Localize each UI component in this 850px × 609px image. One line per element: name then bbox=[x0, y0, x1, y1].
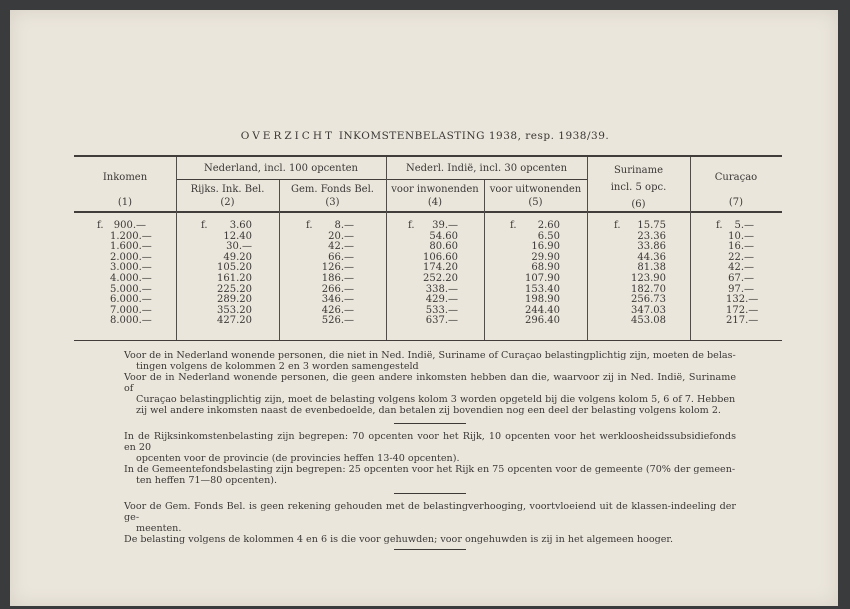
header-suriname-sub: incl. 5 opc. bbox=[610, 182, 667, 193]
cell-suriname: 123.90 bbox=[631, 272, 666, 284]
cell-inwonenden: 106.60 bbox=[423, 251, 458, 263]
cell-inkomen: 1.600.— bbox=[110, 241, 152, 253]
note-paragraph bbox=[124, 372, 736, 416]
cell-curacao: 97.— bbox=[728, 283, 754, 295]
cell-suriname: 256.73 bbox=[631, 294, 666, 306]
header-gem-num: (3) bbox=[325, 197, 340, 208]
cell-inkomen: 7.000.— bbox=[110, 304, 152, 316]
cell-curacao: 42.— bbox=[728, 262, 754, 274]
cell-rijks: 161.20 bbox=[217, 272, 252, 284]
cell-inkomen: 8.000.— bbox=[110, 315, 152, 327]
cell-inwonenden: 252.20 bbox=[423, 272, 458, 284]
note-line: zij wel andere inkomsten naast de evenbedoelde, dan betalen zij bovendien nog een deel der belasting volgens kolom 2. bbox=[136, 405, 721, 416]
cell-rijks: 105.20 bbox=[217, 262, 252, 274]
currency-prefix: f. bbox=[97, 220, 104, 231]
tax-table bbox=[74, 155, 782, 341]
notes-section bbox=[124, 350, 736, 550]
cell-rijks: 427.20 bbox=[217, 315, 252, 327]
cell-rijks: 12.40 bbox=[223, 230, 252, 242]
cell-rijks: 353.20 bbox=[217, 304, 252, 316]
header-suriname: Suriname bbox=[613, 165, 664, 176]
cell-curacao: 217.— bbox=[726, 315, 759, 327]
column-curacao bbox=[726, 220, 759, 327]
cell-inwonenden: 80.60 bbox=[429, 241, 458, 253]
note-paragraph bbox=[124, 431, 736, 464]
cell-rijks: 49.20 bbox=[223, 251, 252, 263]
note-line: tingen volgens de kolommen 2 en 3 worden samengesteld bbox=[136, 361, 419, 372]
column-inwonenden bbox=[418, 221, 458, 327]
cell-inwonenden: 174.20 bbox=[423, 262, 458, 274]
cell-gem: 526.— bbox=[321, 315, 354, 327]
cell-rijks: 225.20 bbox=[217, 283, 252, 295]
cell-gem: 20.— bbox=[328, 230, 354, 242]
note-paragraph bbox=[124, 350, 736, 372]
cell-inwonenden: 338.— bbox=[425, 283, 458, 295]
cell-inkomen: 2.000.— bbox=[110, 251, 152, 263]
currency-prefix: f. bbox=[510, 220, 517, 231]
cell-gem: 66.— bbox=[328, 251, 354, 263]
title-main: INKOMSTENBELASTING 1938, resp. 1938/39. bbox=[338, 130, 610, 142]
header-curacao: Curaçao bbox=[714, 172, 758, 183]
cell-gem: 8.— bbox=[334, 220, 354, 231]
note-line: In de Gemeentefondsbelasting zijn begrepen: 25 opcenten voor het Rijk en 75 opcenten voor de gemeente (70% der gemeen- bbox=[124, 464, 736, 475]
cell-uitwonenden: 29.90 bbox=[531, 251, 560, 263]
cell-uitwonenden: 16.90 bbox=[531, 241, 560, 253]
cell-inwonenden: 637.— bbox=[425, 315, 458, 327]
currency-prefix: f. bbox=[306, 220, 313, 231]
cell-curacao: 67.— bbox=[728, 272, 754, 284]
cell-rijks: 30.— bbox=[226, 241, 252, 253]
cell-suriname: 15.75 bbox=[637, 220, 666, 231]
header-indie-group: Nederl. Indië, incl. 30 opcenten bbox=[405, 163, 568, 174]
header-curacao-num: (7) bbox=[728, 197, 744, 208]
cell-uitwonenden: 244.40 bbox=[525, 304, 560, 316]
note-line: Curaçao belastingplichtig zijn, moet de belasting volgens kolom 3 worden opgeteld bij die volgens kolom 5, 6 of 7. Hebben bbox=[136, 394, 736, 405]
column-inkomen bbox=[110, 220, 152, 327]
cell-suriname: 44.36 bbox=[637, 251, 666, 263]
cell-inwonenden: 429.— bbox=[425, 294, 458, 306]
header-inkomen: Inkomen bbox=[102, 172, 148, 183]
currency-prefix: f. bbox=[614, 220, 621, 231]
header-inwonenden-num: (4) bbox=[427, 197, 443, 208]
currency-prefix: f. bbox=[201, 220, 208, 231]
header-inkomen-num: (1) bbox=[117, 197, 133, 208]
cell-uitwonenden: 6.50 bbox=[537, 230, 560, 242]
cell-uitwonenden: 198.90 bbox=[525, 294, 560, 306]
table-bottom-rule bbox=[74, 340, 782, 341]
note-line: opcenten voor de provincie (de provincies heffen 13-40 opcenten). bbox=[136, 453, 460, 464]
page-title bbox=[0, 130, 850, 142]
cell-uitwonenden: 107.90 bbox=[525, 272, 560, 284]
cell-curacao: 16.— bbox=[728, 241, 754, 253]
header-uitwonenden: voor uitwonenden bbox=[489, 184, 582, 195]
cell-inwonenden: 533.— bbox=[425, 304, 458, 316]
cell-suriname: 182.70 bbox=[631, 283, 666, 295]
cell-uitwonenden: 296.40 bbox=[525, 315, 560, 327]
cell-inkomen: 4.000.— bbox=[110, 272, 152, 284]
cell-inkomen: 5.000.— bbox=[110, 283, 152, 295]
cell-rijks: 289.20 bbox=[217, 294, 252, 306]
cell-gem: 346.— bbox=[321, 294, 354, 306]
cell-gem: 266.— bbox=[321, 283, 354, 295]
cell-curacao: 172.— bbox=[726, 304, 759, 316]
cell-inwonenden: 39.— bbox=[432, 220, 458, 231]
currency-prefix: f. bbox=[716, 220, 723, 231]
nederland-group-rule bbox=[176, 179, 386, 180]
col-divider-6 bbox=[690, 157, 691, 340]
separator-rule bbox=[394, 549, 466, 550]
cell-suriname: 453.08 bbox=[631, 315, 666, 327]
note-line: Voor de in Nederland wonende personen, die niet in Ned. Indië, Suriname of Curaçao belastingplichtig zijn, moeten de belas- bbox=[124, 350, 736, 361]
header-inwonenden: voor inwonenden bbox=[391, 184, 479, 195]
cell-suriname: 33.86 bbox=[637, 241, 666, 253]
cell-uitwonenden: 153.40 bbox=[525, 283, 560, 295]
cell-suriname: 347.03 bbox=[631, 304, 666, 316]
cell-inkomen: 1.200.— bbox=[110, 230, 152, 242]
cell-gem: 42.— bbox=[328, 241, 354, 253]
cell-inkomen: 6.000.— bbox=[110, 294, 152, 306]
header-uitwonenden-num: (5) bbox=[528, 197, 543, 208]
note-line: Voor de Gem. Fonds Bel. is geen rekening gehouden met de belastingverhooging, voortvloeiend uit de klassen-indeeling der ge- bbox=[124, 501, 736, 523]
cell-inkomen: 3.000.— bbox=[110, 262, 152, 274]
header-gem: Gem. Fonds Bel. bbox=[291, 184, 374, 195]
column-rijks bbox=[210, 221, 252, 327]
note-line: De belasting volgens de kolommen 4 en 6 is die voor gehuwden; voor ongehuwden is zij in het algemeen hooger. bbox=[124, 534, 674, 545]
header-rijks: Rijks. Ink. Bel. bbox=[190, 184, 265, 195]
cell-curacao: 5.— bbox=[734, 220, 754, 231]
cell-gem: 426.— bbox=[321, 304, 354, 316]
note-line: meenten. bbox=[136, 523, 182, 534]
column-gem bbox=[314, 221, 354, 327]
cell-gem: 186.— bbox=[321, 272, 354, 284]
cell-uitwonenden: 68.90 bbox=[531, 262, 560, 274]
cell-gem: 126.— bbox=[321, 262, 354, 274]
cell-inkomen: 900.— bbox=[113, 220, 146, 231]
note-line: Voor de in Nederland wonende personen, die geen andere inkomsten hebben dan die, waarvoor zij in Ned. Indië, Suriname of bbox=[124, 372, 736, 394]
header-bottom-rule bbox=[74, 211, 782, 213]
table-top-rule bbox=[74, 155, 782, 157]
title-prefix: OVERZICHT bbox=[240, 130, 335, 142]
cell-curacao: 132.— bbox=[726, 294, 759, 306]
header-rijks-num: (2) bbox=[220, 197, 235, 208]
cell-curacao: 10.— bbox=[728, 230, 754, 242]
column-uitwonenden bbox=[518, 221, 560, 327]
column-suriname bbox=[624, 221, 666, 327]
note-paragraph bbox=[124, 501, 736, 534]
cell-rijks: 3.60 bbox=[229, 220, 252, 231]
note-line: ten heffen 71—80 opcenten). bbox=[136, 475, 278, 486]
header-nederland-group: Nederland, incl. 100 opcenten bbox=[204, 163, 358, 174]
indie-group-rule bbox=[386, 179, 587, 180]
note-paragraph bbox=[124, 464, 736, 486]
cell-uitwonenden: 2.60 bbox=[537, 220, 560, 231]
cell-curacao: 22.— bbox=[728, 251, 754, 263]
header-suriname-num: (6) bbox=[631, 199, 646, 210]
cell-suriname: 23.36 bbox=[637, 230, 666, 242]
cell-inwonenden: 54.60 bbox=[429, 230, 458, 242]
note-line: In de Rijksinkomstenbelasting zijn begrepen: 70 opcenten voor het Rijk, 10 opcenten voor het werkloosheidssubsidiefonds en 20 bbox=[124, 431, 736, 453]
currency-prefix: f. bbox=[408, 220, 415, 231]
cell-suriname: 81.38 bbox=[637, 262, 666, 274]
note-paragraph bbox=[124, 534, 736, 545]
